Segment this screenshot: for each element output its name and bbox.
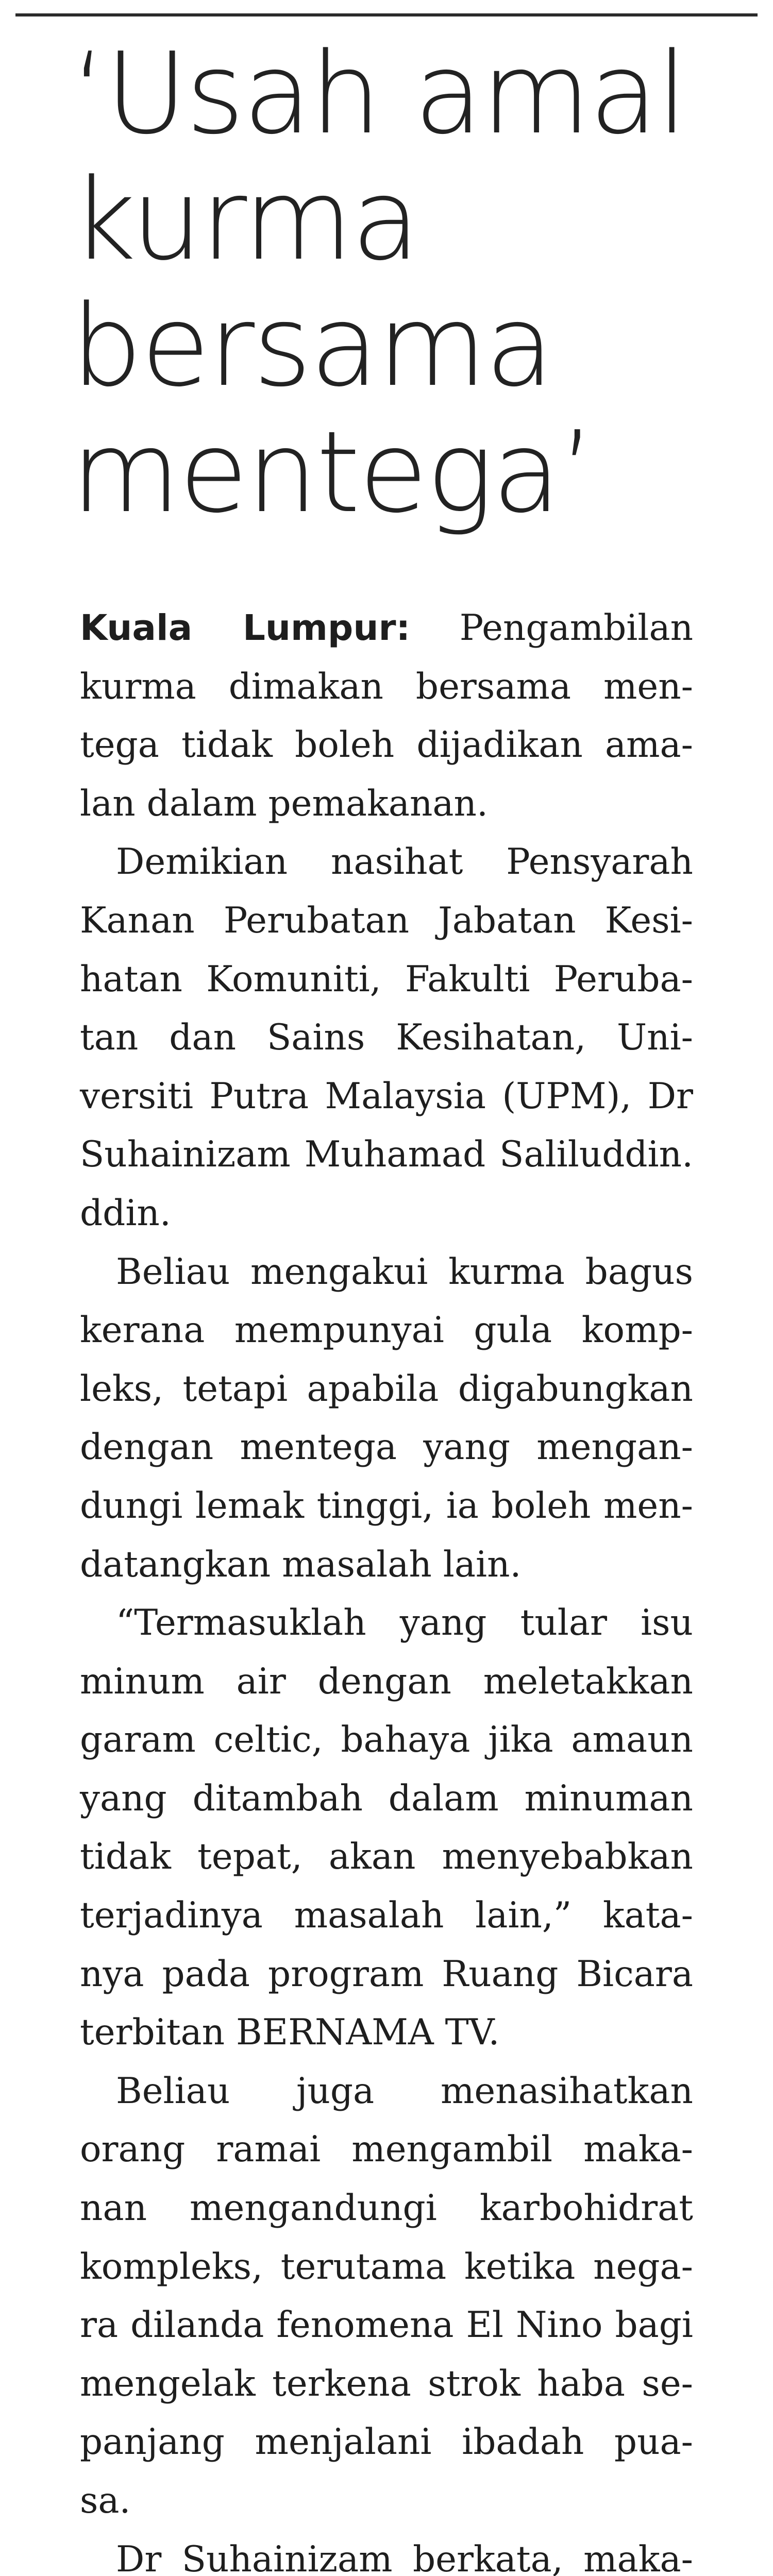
paragraph-6 [80, 2531, 693, 2576]
paragraph-3 [80, 1243, 693, 1595]
article-line: Suhainizam Muhamad Saliluddin. [80, 1134, 693, 1176]
line-text: Pengambilan [459, 607, 694, 649]
paragraph-4 [80, 1594, 693, 2062]
article-line: kurma dimakan bersama men- [80, 666, 693, 707]
article-line: ra dilanda fenomena El Nino bagi [80, 2304, 693, 2346]
article-line: Kanan Perubatan Jabatan Kesi- [80, 900, 693, 941]
article-line [80, 599, 693, 658]
article-line: mengelak terkena strok haba se- [80, 2363, 693, 2404]
headline-line: ‘Usah amal [71, 29, 686, 159]
article-line: minum air dengan meletakkan [80, 1660, 693, 1702]
article-line: terjadinya masalah lain,” kata- [80, 1895, 693, 1937]
article-line: leks, tetapi apabila digabungkan [80, 1368, 693, 1410]
article-line: nya pada program Ruang Bicara [80, 1953, 693, 1995]
article-line: yang ditambah dalam minuman [80, 1777, 693, 1819]
article-line: datangkan masalah lain. [80, 1544, 522, 1585]
article-line: orang ramai mengambil maka- [80, 2129, 693, 2171]
headline-line: kurma [71, 155, 419, 285]
article-line: panjang menjalani ibadah pua- [80, 2421, 693, 2463]
article-line: sa. [80, 2480, 131, 2521]
article-body [80, 599, 693, 2576]
article-line: Dr Suhainizam berkata, maka- [116, 2538, 693, 2576]
article-line: hatan Komuniti, Fakulti Peruba- [80, 958, 693, 1000]
article-line: Demikian nasihat Pensyarah [116, 841, 693, 883]
paragraph-5 [80, 2062, 693, 2531]
article-line: kerana mempunyai gula komp- [80, 1310, 693, 1351]
article-line: tidak tepat, akan menyebabkan [80, 1836, 693, 1878]
article-line: lan dalam pemakanan. [80, 783, 488, 824]
article-line: tan dan Sains Kesihatan, Uni- [80, 1017, 693, 1059]
article-line: tega tidak boleh dijadikan ama- [80, 724, 693, 766]
headline [71, 31, 741, 536]
article-line: nan mengandungi karbohidrat [80, 2188, 693, 2229]
article-line: ddin. [80, 1192, 171, 1234]
article-line: dungi lemak tinggi, ia boleh men- [80, 1485, 693, 1527]
article-line: garam celtic, bahaya jika amaun [80, 1719, 693, 1761]
paragraph-2 [80, 833, 693, 1243]
headline-line: bersama [71, 281, 553, 412]
article-line: “Termasuklah yang tular isu [116, 1602, 693, 1644]
paragraph-1 [80, 599, 693, 833]
article-line: versiti Putra Malaysia (UPM), Dr [80, 1075, 693, 1117]
dateline: Kuala Lumpur: [80, 607, 411, 649]
top-rule [15, 13, 758, 16]
article-line: Beliau juga menasihatkan [116, 2070, 693, 2112]
headline-line: mentega’ [71, 408, 594, 538]
article-line: kompleks, terutama ketika nega- [80, 2246, 693, 2287]
article-line: dengan mentega yang mengan- [80, 1427, 693, 1468]
article-line: Beliau mengakui kurma bagus [116, 1251, 693, 1293]
article-line: terbitan BERNAMA TV. [80, 2012, 500, 2054]
